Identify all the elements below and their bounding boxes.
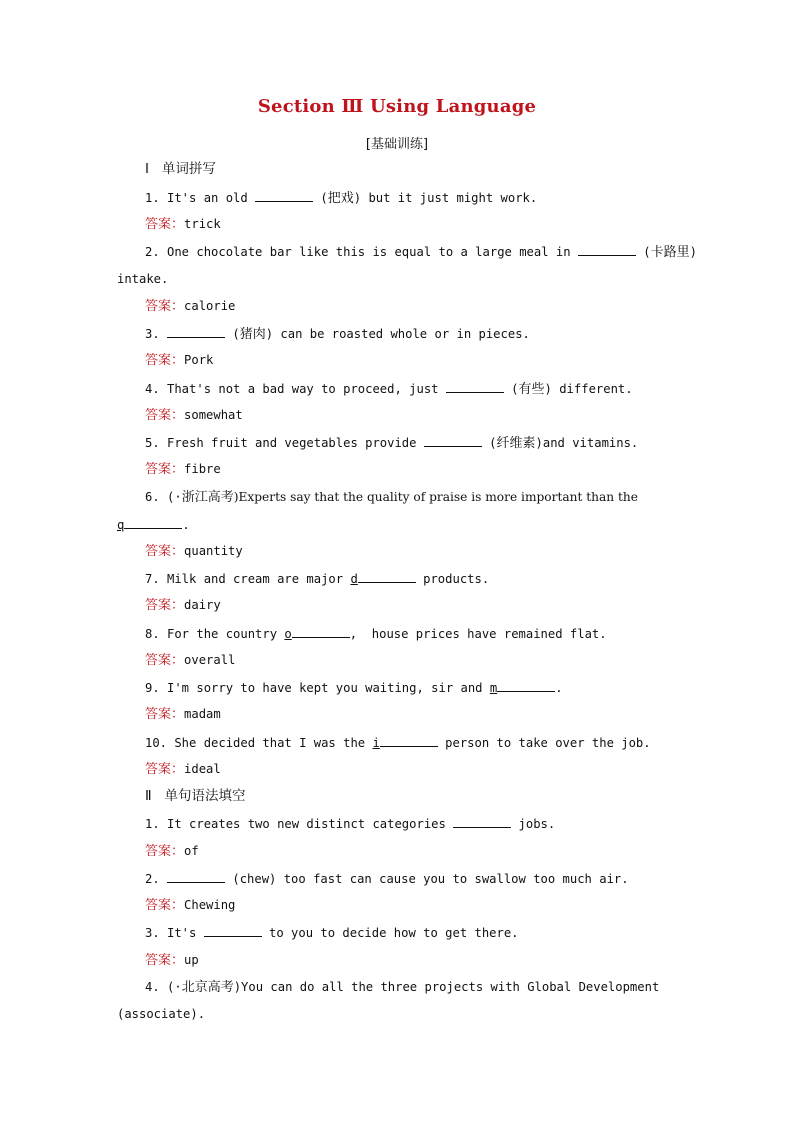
question-text: 7. Milk and cream are major xyxy=(145,572,351,586)
question-text: 3. xyxy=(145,327,168,341)
answer-text: up xyxy=(184,953,199,967)
grammar-answer-2 xyxy=(145,897,235,914)
answer-text: overall xyxy=(184,653,236,667)
first-letter: d xyxy=(350,572,358,586)
question-text: ) xyxy=(689,245,697,259)
answer-label: 答案： xyxy=(145,353,185,368)
question-text: products. xyxy=(415,572,490,586)
answer-text: Chewing xyxy=(184,898,236,912)
chinese-hint: 卡路里 xyxy=(650,245,690,260)
question-text: . xyxy=(555,681,563,695)
answer-label: 答案： xyxy=(145,217,185,232)
answer-7 xyxy=(145,597,221,614)
question-text: 4. That's not a bad way to proceed, just xyxy=(145,382,446,396)
grammar-question-1 xyxy=(145,815,555,832)
answer-label: 答案： xyxy=(145,898,185,913)
section-heading-2 xyxy=(145,788,246,804)
answer-text: Pork xyxy=(184,353,214,367)
answer-label: 答案： xyxy=(145,462,185,477)
question-6-continued xyxy=(117,516,190,533)
source-tag: 浙江高考 xyxy=(181,490,234,505)
question-text: (chew) too fast can cause you to swallow too much air. xyxy=(225,872,629,886)
answer-5 xyxy=(145,461,221,478)
question-2-continued: intake. xyxy=(117,272,169,286)
answer-text: of xyxy=(184,844,199,858)
answer-text: fibre xyxy=(184,462,221,476)
answer-text: calorie xyxy=(184,299,236,313)
answer-label: 答案： xyxy=(145,408,185,423)
chinese-hint: 有些 xyxy=(518,382,545,397)
question-text: 3. It's xyxy=(145,926,204,940)
section-label: 单句语法填空 xyxy=(164,788,246,804)
grammar-question-4-continued: (associate). xyxy=(117,1007,206,1021)
answer-text: somewhat xyxy=(184,408,243,422)
answer-blank xyxy=(255,189,313,202)
question-text: ( xyxy=(225,327,240,341)
question-text: ( xyxy=(313,191,328,205)
answer-label: 答案： xyxy=(145,299,185,314)
question-8 xyxy=(145,625,607,642)
question-text: 10. She decided that I was the xyxy=(145,736,373,750)
grammar-question-3 xyxy=(145,924,519,941)
first-letter: m xyxy=(489,681,498,695)
question-text: 4. (· xyxy=(145,980,182,994)
answer-text: ideal xyxy=(184,762,221,776)
question-text: ) different. xyxy=(544,382,633,396)
question-text: to you to decide how to get there. xyxy=(261,926,519,940)
question-text: . xyxy=(182,518,190,532)
question-text: 2. xyxy=(145,872,168,886)
answer-text: dairy xyxy=(184,598,221,612)
answer-blank xyxy=(358,570,416,583)
grammar-answer-3 xyxy=(145,952,199,969)
question-text: , house prices have remained flat. xyxy=(349,627,607,641)
question-7 xyxy=(145,570,489,587)
answer-label: 答案： xyxy=(145,844,185,859)
answer-text: quantity xyxy=(184,544,243,558)
question-9 xyxy=(145,679,563,696)
answer-8 xyxy=(145,652,235,669)
section-label: 单词拼写 xyxy=(161,161,216,177)
answer-label: 答案： xyxy=(145,707,185,722)
answer-label: 答案： xyxy=(145,598,185,613)
chinese-hint: 纤维素 xyxy=(496,436,536,451)
answer-blank xyxy=(424,434,482,447)
answer-4 xyxy=(145,407,243,424)
section-number: Ⅱ xyxy=(145,788,152,804)
answer-label: 答案： xyxy=(145,762,185,777)
question-text: )Experts say that the quality of praise is more important than the xyxy=(233,490,638,504)
question-text: 8. For the country xyxy=(145,627,285,641)
question-1 xyxy=(145,189,537,207)
answer-blank xyxy=(453,815,511,828)
answer-text: trick xyxy=(184,217,221,231)
question-5 xyxy=(145,434,638,452)
section-number: Ⅰ xyxy=(145,161,149,177)
question-text: 2. One chocolate bar like this is equal to a large meal in xyxy=(145,245,578,259)
answer-label: 答案： xyxy=(145,653,185,668)
answer-6 xyxy=(145,543,243,560)
answer-blank xyxy=(446,380,504,393)
answer-9 xyxy=(145,706,221,723)
answer-blank xyxy=(167,870,225,883)
question-text: 1. It's an old xyxy=(145,191,256,205)
answer-blank xyxy=(578,243,636,256)
question-text: ) can be roasted whole or in pieces. xyxy=(265,327,530,341)
answer-2 xyxy=(145,298,235,315)
answer-blank xyxy=(204,924,262,937)
question-4 xyxy=(145,380,633,398)
question-6 xyxy=(145,489,638,506)
question-text: ( xyxy=(503,382,519,396)
question-10 xyxy=(145,734,651,751)
section-heading-1 xyxy=(145,161,216,177)
question-text: )and vitamins. xyxy=(535,436,639,450)
question-text: person to take over the job. xyxy=(437,736,651,750)
question-text: 5. Fresh fruit and vegetables provide xyxy=(145,436,424,450)
answer-blank xyxy=(124,516,182,529)
chinese-hint: 把戏 xyxy=(327,191,354,206)
answer-text: madam xyxy=(184,707,221,721)
answer-label: 答案： xyxy=(145,544,185,559)
page-title: Section Ⅲ Using Language xyxy=(257,96,537,117)
question-text: )You can do all the three projects with Global Development xyxy=(233,980,660,994)
question-text: 1. It creates two new distinct categories xyxy=(145,817,454,831)
answer-blank xyxy=(380,734,438,747)
question-text: ) but it just might work. xyxy=(353,191,538,205)
question-text: 6. (· xyxy=(145,490,182,504)
grammar-answer-1 xyxy=(145,843,199,860)
question-3 xyxy=(145,325,530,343)
first-letter: o xyxy=(284,627,292,641)
answer-blank xyxy=(292,625,350,638)
answer-1 xyxy=(145,216,221,233)
first-letter: i xyxy=(372,736,380,750)
answer-blank xyxy=(167,325,225,338)
question-text: jobs. xyxy=(511,817,556,831)
question-text: ( xyxy=(481,436,497,450)
answer-blank xyxy=(497,679,555,692)
answer-3 xyxy=(145,352,213,369)
grammar-question-4 xyxy=(145,979,659,996)
question-2 xyxy=(145,243,697,261)
answer-label: 答案： xyxy=(145,953,185,968)
answer-10 xyxy=(145,761,221,778)
question-text: ( xyxy=(635,245,651,259)
grammar-question-2 xyxy=(145,870,629,887)
first-letter: q xyxy=(117,518,125,532)
question-text: 9. I'm sorry to have kept you waiting, sir and xyxy=(145,681,490,695)
chinese-hint: 猪肉 xyxy=(239,327,266,342)
source-tag: 北京高考 xyxy=(181,980,234,995)
page-subtitle: [基础训练] xyxy=(365,137,429,152)
